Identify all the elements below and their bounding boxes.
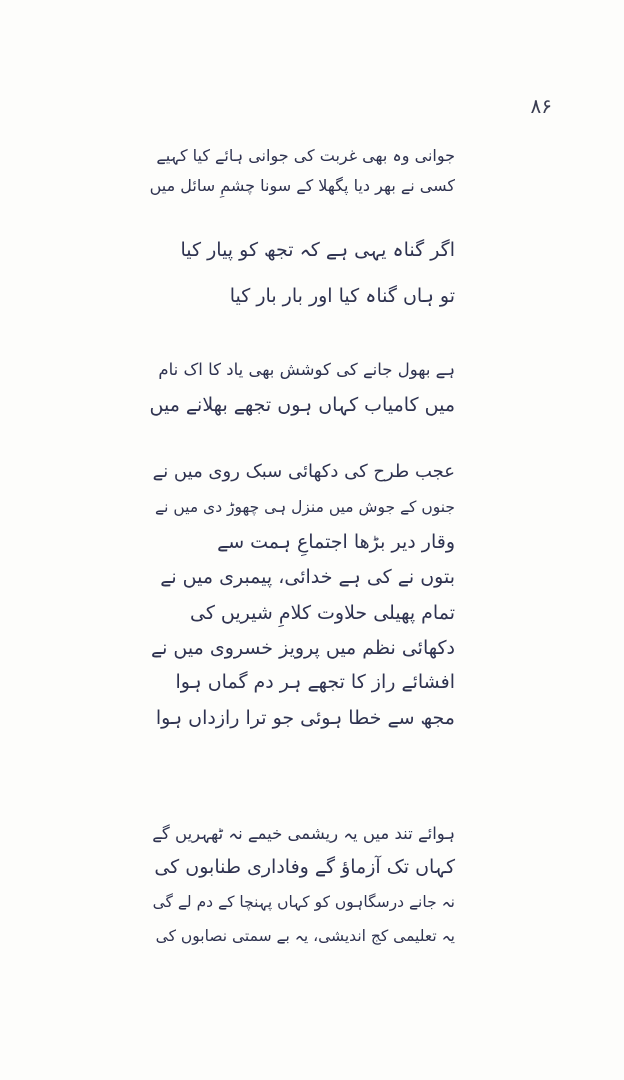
verse-line: عجب طرح کی دکھائی سبک روی میں نے [152,461,455,482]
verse-line: دکھائی نظم میں پرویز خسروی میں نے [150,637,455,659]
verse-line: تو ہاں گناہ کیا اور بار بار کیا [229,285,455,307]
verse-line: افشائے راز کا تجھے ہر دم گماں ہوا [175,671,455,693]
verse-line: نہ جانے درسگاہوں کو کہاں پہنچا کے دم لے گی [152,893,455,911]
verse-line: ہے بھول جانے کی کوشش بھی یاد کا اک نام [158,360,455,379]
verse-line: مجھ سے خطا ہوئی جو ترا رازداں ہوا [155,707,455,729]
verse-line: کہاں تک آزماؤ گے وفاداری طنابوں کی [154,856,455,878]
verse-line: ہوائے تند میں یہ ریشمی خیمے نہ ٹھہریں گے [152,824,455,843]
page-number: ۸۶ [530,94,552,118]
verse-line: بتوں نے کی ہے خدائی، پیمبری میں نے [160,566,455,588]
verse-line: کسی نے بھر دیا پگھلا کے سونا چشمِ سائل میں [149,176,455,195]
verse-line: یہ تعلیمی کج اندیشی، یہ بے سمتی نصابوں کی [155,927,455,945]
verse-line: جنوں کے جوش میں منزل ہی چھوڑ دی میں نے [155,498,455,516]
verse-line: میں کامیاب کہاں ہوں تجھے بھلانے میں [149,394,455,416]
verse-line: وقار دیر بڑھا اجتماعِ ہمت سے [217,531,455,553]
verse-line: جوانی وہ بھی غربت کی جوانی ہائے کیا کہیے [156,146,455,165]
verse-line: تمام پھیلی حلاوت کلامِ شیریں کی [190,602,455,624]
verse-line: اگر گناہ یہی ہے کہ تجھ کو پیار کیا [180,239,455,261]
